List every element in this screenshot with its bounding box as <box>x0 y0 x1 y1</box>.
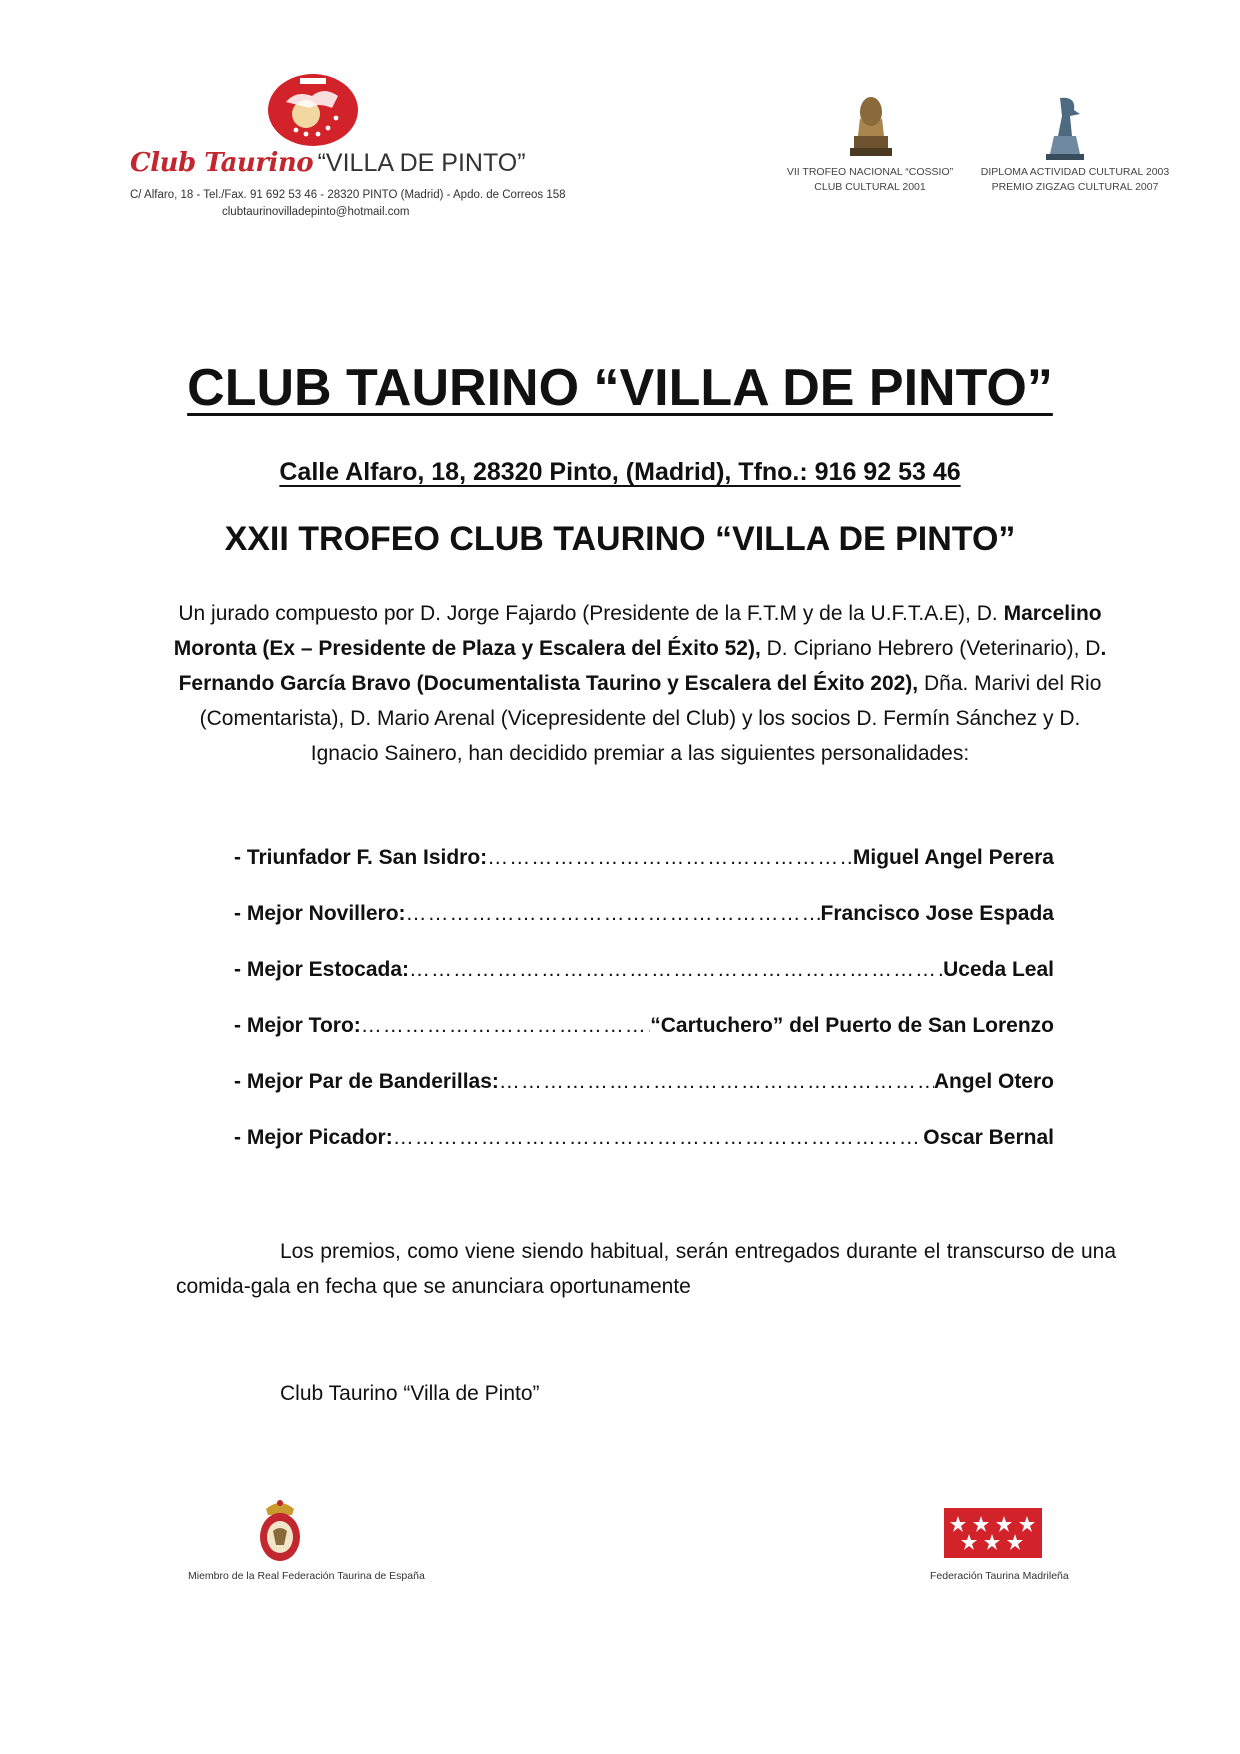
award-row <box>234 1070 1054 1126</box>
award-winner: “Cartuchero” del Puerto de San Lorenzo <box>650 1014 1054 1037</box>
royal-federation-crest-icon <box>254 1495 306 1565</box>
award-label: - Mejor Novillero: <box>234 902 406 925</box>
club-logo-icon <box>266 72 360 148</box>
leader-dots <box>499 1070 934 1094</box>
award-caption-line: DIPLOMA ACTIVIDAD CULTURAL 2003 <box>980 166 1170 178</box>
jury-text: Dña. Marivi del Rio (Comentarista), D. Mario Arenal (Vicepresidente del Club) y los socios D. Fermín Sánchez y D. Ignacio Sainero, han decidido premiar a las siguientes personalidades: <box>199 672 1102 765</box>
trophy-statue-icon <box>1040 92 1090 164</box>
jury-bold-text: . Fernando García Bravo (Documentalista Taurino y Escalera del Éxito 202), <box>178 637 1107 695</box>
award-caption-zigzag <box>975 165 1175 195</box>
awards-list <box>234 846 1054 1182</box>
club-villa-text: “VILLA DE PINTO” <box>317 149 526 177</box>
award-winner: Angel Otero <box>933 1070 1054 1093</box>
award-row <box>234 1126 1054 1182</box>
jury-paragraph <box>170 596 1110 771</box>
header-contact-line: C/ Alfaro, 18 - Tel./Fax. 91 692 53 46 - 28320 PINTO (Madrid) - Apdo. de Correos 158 <box>130 189 566 201</box>
award-winner: Miguel Angel Perera <box>852 846 1054 869</box>
footer-left-caption: Miembro de la Real Federación Taurina de España <box>188 1570 425 1582</box>
signature: Club Taurino “Villa de Pinto” <box>280 1382 540 1405</box>
award-winner: Uceda Leal <box>943 958 1054 981</box>
jury-bold-text: Marcelino Moronta (Ex – Presidente de Plaza y Escalera del Éxito 52), <box>173 602 1102 660</box>
award-winner: Francisco Jose Espada <box>820 902 1054 925</box>
leader-dots <box>393 1126 924 1150</box>
award-caption-cossio <box>780 165 960 195</box>
jury-text: Un jurado compuesto por D. Jorge Fajardo (Presidente de la F.T.M y de la U.F.T.A.E), D. <box>178 602 998 625</box>
page-title: CLUB TAURINO “VILLA DE PINTO” <box>187 359 1053 417</box>
award-caption-line: VII TROFEO NACIONAL “COSSIO” <box>786 166 954 178</box>
leader-dots <box>406 902 821 926</box>
leader-dots <box>409 958 943 982</box>
award-label: - Mejor Par de Banderillas: <box>234 1070 499 1093</box>
club-script-text: Club Taurino <box>130 148 314 178</box>
award-row <box>234 958 1054 1014</box>
trophy-subtitle: XXII TROFEO CLUB TAURINO “VILLA DE PINTO” <box>224 520 1016 558</box>
club-name-logotype <box>130 148 526 178</box>
jury-text: D. Cipriano Hebrero (Veterinario), D <box>760 637 1101 660</box>
award-caption-line: CLUB CULTURAL 2001 <box>814 181 926 193</box>
award-label: - Mejor Picador: <box>234 1126 393 1149</box>
madrid-stars-flag-icon <box>944 1508 1042 1558</box>
award-row <box>234 846 1054 902</box>
award-caption-line: PREMIO ZIGZAG CULTURAL 2007 <box>991 181 1159 193</box>
award-row <box>234 1014 1054 1070</box>
award-label: - Mejor Estocada: <box>234 958 410 981</box>
award-row <box>234 902 1054 958</box>
club-address: Calle Alfaro, 18, 28320 Pinto, (Madrid), Tfno.: 916 92 53 46 <box>279 458 961 486</box>
leader-dots <box>487 846 853 870</box>
closing-paragraph <box>176 1234 1116 1304</box>
award-label: - Mejor Toro: <box>234 1014 361 1037</box>
leader-dots <box>361 1014 651 1038</box>
header-email: clubtaurinovilladepinto@hotmail.com <box>222 206 410 218</box>
award-label: - Triunfador F. San Isidro: <box>234 846 488 869</box>
closing-text: Los premios, como viene siendo habitual, serán entregados durante el transcurso de una comida-gala en fecha que se anunciara oportunamente <box>176 1240 1116 1298</box>
trophy-bust-icon <box>846 90 896 162</box>
footer-right-caption: Federación Taurina Madrileña <box>930 1570 1069 1582</box>
award-winner: Oscar Bernal <box>923 1126 1054 1149</box>
